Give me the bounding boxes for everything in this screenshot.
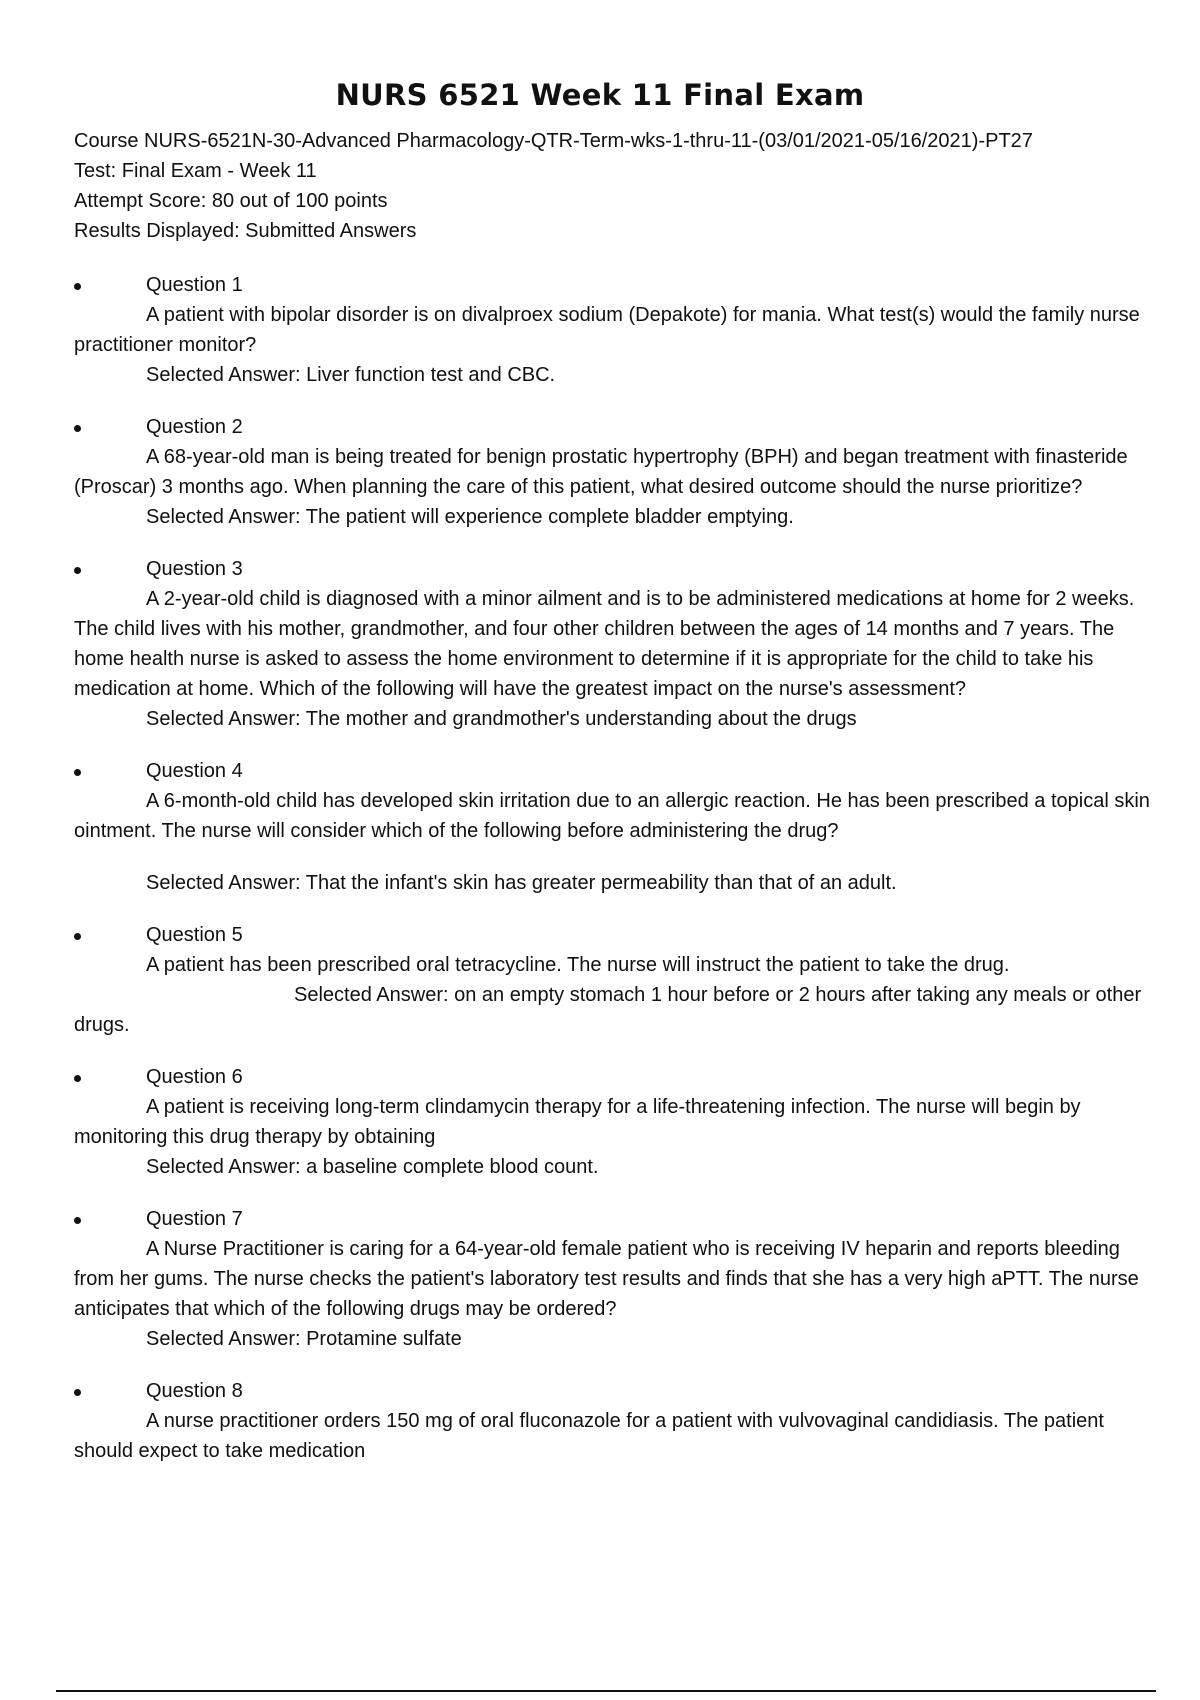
question-label: Question 7 bbox=[146, 1208, 243, 1230]
question-label: Question 1 bbox=[146, 274, 243, 296]
question-item bbox=[74, 270, 1154, 390]
exam-metadata bbox=[74, 126, 1154, 246]
selected-answer: Selected Answer: Liver function test and CBC. bbox=[146, 364, 556, 386]
question-text: A nurse practitioner orders 150 mg of oral fluconazole for a patient with vulvovaginal candidiasis. The patient should expect to take medication bbox=[74, 1410, 1104, 1462]
test-line: Test: Final Exam - Week 11 bbox=[74, 160, 317, 182]
question-item bbox=[74, 756, 1154, 898]
question-label: Question 8 bbox=[146, 1380, 243, 1402]
bullet-icon bbox=[74, 567, 81, 574]
selected-answer: Selected Answer: The mother and grandmother's understanding about the drugs bbox=[146, 708, 857, 730]
question-label: Question 6 bbox=[146, 1066, 243, 1088]
selected-answer: Selected Answer: That the infant's skin has greater permeability than that of an adult. bbox=[146, 872, 897, 894]
selected-answer: Selected Answer: on an empty stomach 1 hour before or 2 hours after taking any meals or other drugs. bbox=[74, 984, 1142, 1036]
question-item bbox=[74, 1376, 1154, 1466]
question-list bbox=[74, 270, 1154, 1466]
question-item bbox=[74, 1204, 1154, 1354]
question-text: A patient is receiving long-term clindamycin therapy for a life-threatening infection. The nurse will begin by monitoring this drug therapy by obtaining bbox=[74, 1096, 1081, 1148]
question-text: A 2-year-old child is diagnosed with a minor ailment and is to be administered medications at home for 2 weeks. The child lives with his mother, grandmother, and four other children between the ages of 14 months and 7 years. The home health nurse is asked to assess the home environment to determine if it is appropriate for the child to take his medication at home. Which of the following will have the greatest impact on the nurse's assessment? bbox=[74, 588, 1135, 700]
question-label: Question 2 bbox=[146, 416, 243, 438]
question-item bbox=[74, 554, 1154, 734]
question-text: A Nurse Practitioner is caring for a 64-year-old female patient who is receiving IV heparin and reports bleeding from her gums. The nurse checks the patient's laboratory test results and finds that she has a very high aPTT. The nurse anticipates that which of the following drugs may be ordered? bbox=[74, 1238, 1139, 1320]
question-text: A 68-year-old man is being treated for benign prostatic hypertrophy (BPH) and began treatment with finasteride (Proscar) 3 months ago. When planning the care of this patient, what desired outcome should the nurse prioritize? bbox=[74, 446, 1128, 498]
question-item bbox=[74, 920, 1154, 1040]
bullet-icon bbox=[74, 425, 81, 432]
bullet-icon bbox=[74, 933, 81, 940]
bullet-icon bbox=[74, 1217, 81, 1224]
bullet-icon bbox=[74, 283, 81, 290]
bullet-icon bbox=[74, 1389, 81, 1396]
question-text: A 6-month-old child has developed skin irritation due to an allergic reaction. He has been prescribed a topical skin ointment. The nurse will consider which of the following before administering the drug? bbox=[74, 790, 1150, 842]
bullet-icon bbox=[74, 769, 81, 776]
document-title: NURS 6521 Week 11 Final Exam bbox=[335, 78, 865, 112]
results-displayed-line: Results Displayed: Submitted Answers bbox=[74, 220, 417, 242]
question-item bbox=[74, 1062, 1154, 1182]
attempt-score-line: Attempt Score: 80 out of 100 points bbox=[74, 190, 388, 212]
selected-answer: Selected Answer: The patient will experience complete bladder emptying. bbox=[146, 506, 794, 528]
question-label: Question 5 bbox=[146, 924, 243, 946]
selected-answer: Selected Answer: a baseline complete blood count. bbox=[146, 1156, 599, 1178]
question-text: A patient has been prescribed oral tetracycline. The nurse will instruct the patient to take the drug. bbox=[146, 954, 1010, 976]
selected-answer: Selected Answer: Protamine sulfate bbox=[146, 1328, 462, 1350]
question-item bbox=[74, 412, 1154, 532]
question-label: Question 3 bbox=[146, 558, 243, 580]
course-line: Course NURS-6521N-30-Advanced Pharmacology-QTR-Term-wks-1-thru-11-(03/01/2021-05/16/2021)-PT27 bbox=[74, 130, 1033, 152]
page-bottom-rule bbox=[56, 1690, 1156, 1692]
question-label: Question 4 bbox=[146, 760, 243, 782]
question-text: A patient with bipolar disorder is on divalproex sodium (Depakote) for mania. What test(s) would the family nurse practitioner monitor? bbox=[74, 304, 1140, 356]
bullet-icon bbox=[74, 1075, 81, 1082]
